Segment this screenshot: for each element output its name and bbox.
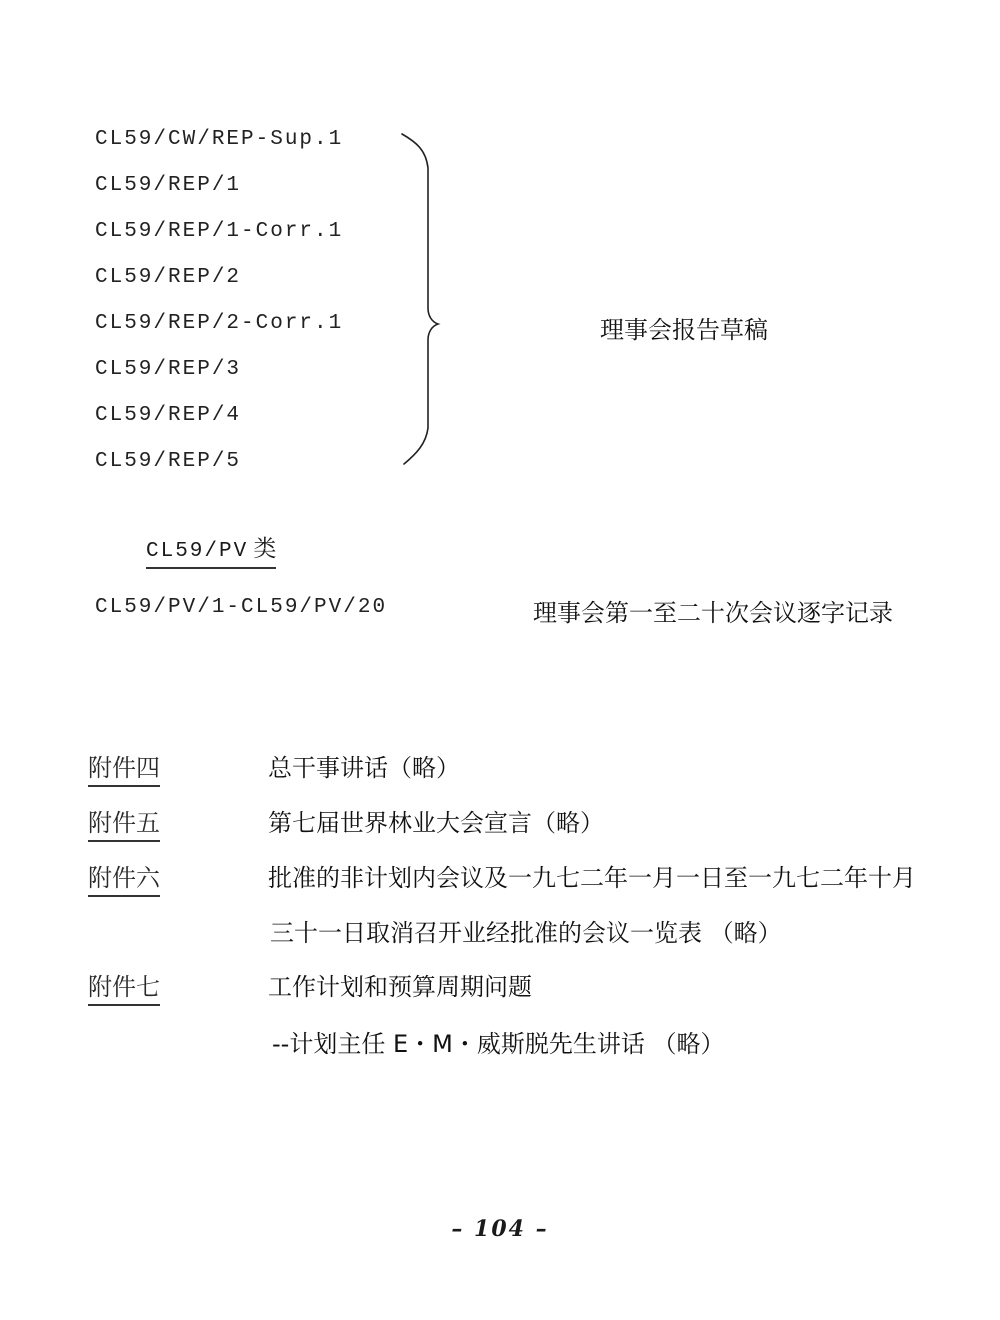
annex-4-text: 总干事讲话（略） xyxy=(268,754,460,782)
report-code-5: CL59/REP/2-Corr.1 xyxy=(95,312,344,335)
page-number: – 104 – xyxy=(451,1216,549,1242)
report-code-3: CL59/REP/1-Corr.1 xyxy=(95,220,344,243)
annex-7-text-line2: --计划主任 E・M・威斯脱先生讲话 （略） xyxy=(272,1030,725,1058)
report-code-6: CL59/REP/3 xyxy=(95,358,242,381)
annex-label-6: 附件六 xyxy=(88,858,160,897)
report-code-8: CL59/REP/5 xyxy=(95,450,242,473)
annex-6-text-line2: 三十一日取消召开业经批准的会议一览表 （略） xyxy=(270,919,782,947)
annex-label-7: 附件七 xyxy=(88,967,160,1006)
pv-section-heading xyxy=(146,530,276,569)
pv-range: CL59/PV/1-CL59/PV/20 xyxy=(95,596,388,619)
report-code-4: CL59/REP/2 xyxy=(95,266,242,289)
annex-label-4: 附件四 xyxy=(88,748,160,787)
annex-7-text-line1: 工作计划和预算周期问题 xyxy=(268,973,532,1001)
grouping-brace xyxy=(398,128,448,473)
pv-description: 理事会第一至二十次会议逐字记录 xyxy=(533,599,893,627)
annex-6-text-line1: 批准的非计划内会议及一九七二年一月一日至一九七二年十月 xyxy=(268,864,916,892)
report-code-7: CL59/REP/4 xyxy=(95,404,242,427)
report-code-2: CL59/REP/1 xyxy=(95,174,242,197)
report-drafts-description: 理事会报告草稿 xyxy=(600,316,768,344)
pv-heading-suffix: 类 xyxy=(253,536,277,562)
annex-label-5: 附件五 xyxy=(88,803,160,842)
report-code-1: CL59/CW/REP-Sup.1 xyxy=(95,128,344,151)
pv-heading-code: CL59/PV xyxy=(146,540,249,563)
annex-5-text: 第七届世界林业大会宣言（略） xyxy=(268,809,604,837)
